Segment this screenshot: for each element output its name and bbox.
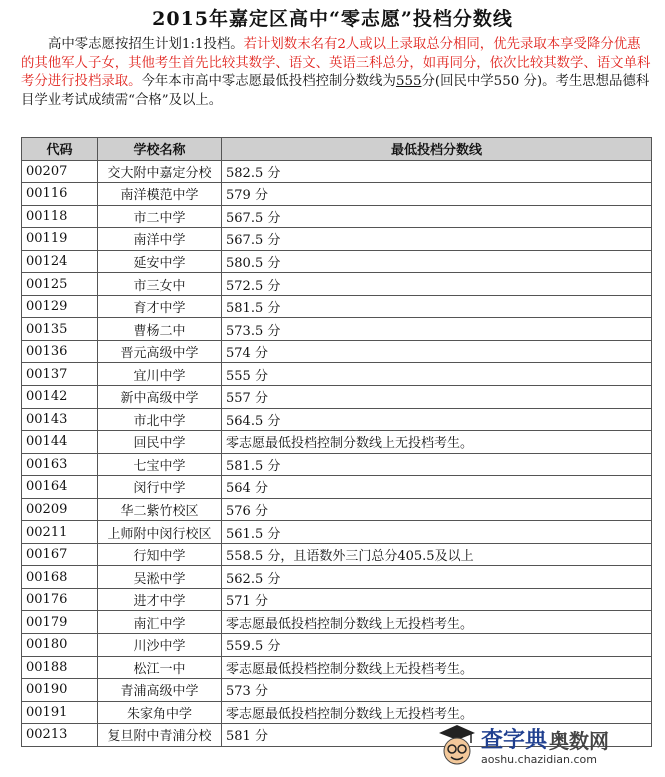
cell-code: 00163	[22, 453, 98, 476]
site-watermark	[437, 717, 657, 775]
cell-school: 川沙中学	[98, 634, 222, 657]
table-row	[22, 679, 652, 702]
table-row	[22, 431, 652, 454]
table-row	[22, 250, 652, 273]
table-row	[22, 566, 652, 589]
cell-code: 00179	[22, 611, 98, 634]
cell-school: 青浦高级中学	[98, 679, 222, 702]
table-row	[22, 521, 652, 544]
score-table	[21, 137, 652, 747]
cell-school: 市三女中	[98, 273, 222, 296]
cell-school: 进才中学	[98, 588, 222, 611]
table-row	[22, 183, 652, 206]
cell-school: 吴淞中学	[98, 566, 222, 589]
cell-score: 564 分	[222, 476, 652, 499]
table-row	[22, 205, 652, 228]
cell-score: 581 分	[222, 724, 652, 747]
cell-school: 行知中学	[98, 543, 222, 566]
cell-score: 555 分	[222, 363, 652, 386]
table-row	[22, 386, 652, 409]
control-score: 555	[395, 74, 422, 90]
table-row	[22, 408, 652, 431]
cell-code: 00124	[22, 250, 98, 273]
cell-school: 曹杨二中	[98, 318, 222, 341]
table-body	[22, 160, 652, 746]
table-row	[22, 543, 652, 566]
cell-score: 573 分	[222, 679, 652, 702]
cell-school: 市北中学	[98, 408, 222, 431]
intro-text-1: 高中零志愿按招生计划1:1投档。	[48, 37, 244, 52]
cell-school: 交大附中嘉定分校	[98, 160, 222, 183]
cell-score: 564.5 分	[222, 408, 652, 431]
table-row	[22, 634, 652, 657]
header-code: 代码	[22, 138, 98, 161]
header-school: 学校名称	[98, 138, 222, 161]
table-row	[22, 160, 652, 183]
cell-code: 00125	[22, 273, 98, 296]
cell-school: 南洋模范中学	[98, 183, 222, 206]
table-row	[22, 611, 652, 634]
cell-score: 582.5 分	[222, 160, 652, 183]
cell-score: 580.5 分	[222, 250, 652, 273]
cell-code: 00143	[22, 408, 98, 431]
cell-score: 零志愿最低投档控制分数线上无投档考生。	[222, 611, 652, 634]
cell-school: 育才中学	[98, 295, 222, 318]
cell-school: 晋元高级中学	[98, 340, 222, 363]
page-title: 2015年嘉定区高中“零志愿”投档分数线	[152, 8, 513, 30]
cell-code: 00176	[22, 588, 98, 611]
cell-score: 572.5 分	[222, 273, 652, 296]
cell-code: 00180	[22, 634, 98, 657]
cell-code: 00137	[22, 363, 98, 386]
watermark-brand: 查字典	[481, 728, 548, 753]
cell-code: 00207	[22, 160, 98, 183]
cell-score: 567.5 分	[222, 228, 652, 251]
cell-school: 上师附中闵行校区	[98, 521, 222, 544]
cell-code: 00190	[22, 679, 98, 702]
cell-code: 00209	[22, 498, 98, 521]
cell-code: 00136	[22, 340, 98, 363]
table-row	[22, 498, 652, 521]
cell-code: 00142	[22, 386, 98, 409]
cell-score: 558.5 分，且语数外三门总分405.5及以上	[222, 543, 652, 566]
cell-score: 561.5 分	[222, 521, 652, 544]
cell-score: 581.5 分	[222, 453, 652, 476]
table-row	[22, 476, 652, 499]
cell-code: 00167	[22, 543, 98, 566]
table-row	[22, 363, 652, 386]
cell-score: 零志愿最低投档控制分数线上无投档考生。	[222, 701, 652, 724]
cell-code: 00135	[22, 318, 98, 341]
cell-school: 华二紫竹校区	[98, 498, 222, 521]
table-row	[22, 588, 652, 611]
cell-score: 562.5 分	[222, 566, 652, 589]
cell-score: 576 分	[222, 498, 652, 521]
intro-paragraph	[21, 36, 651, 110]
cell-code: 00118	[22, 205, 98, 228]
cell-score: 零志愿最低投档控制分数线上无投档考生。	[222, 656, 652, 679]
cell-school: 七宝中学	[98, 453, 222, 476]
mascot-icon	[437, 723, 477, 767]
cell-code: 00191	[22, 701, 98, 724]
table-row	[22, 340, 652, 363]
table-row	[22, 273, 652, 296]
table-row	[22, 318, 652, 341]
cell-code: 00164	[22, 476, 98, 499]
cell-school: 宜川中学	[98, 363, 222, 386]
cell-score: 573.5 分	[222, 318, 652, 341]
cell-code: 00211	[22, 521, 98, 544]
cell-score: 571 分	[222, 588, 652, 611]
table-row	[22, 453, 652, 476]
table-row	[22, 295, 652, 318]
cell-school: 南汇中学	[98, 611, 222, 634]
watermark-url: aoshu.chazidian.com	[481, 753, 597, 766]
cell-score: 零志愿最低投档控制分数线上无投档考生。	[222, 431, 652, 454]
table-header-row	[22, 138, 652, 161]
cell-school: 复旦附中青浦分校	[98, 724, 222, 747]
cell-code: 00119	[22, 228, 98, 251]
cell-score: 567.5 分	[222, 205, 652, 228]
intro-red-rule: 若计划数末名有2人或以上录取总分相同，优先录取本享受降分优惠的其他军人子女，其他考生首先比较其数学、语文、英语三科总分，如再同分，依次比较其数学、语文单科考分进行投档录取。	[21, 37, 651, 90]
cell-code: 00116	[22, 183, 98, 206]
cell-score: 557 分	[222, 386, 652, 409]
cell-school: 朱家角中学	[98, 701, 222, 724]
cell-code: 00188	[22, 656, 98, 679]
cell-school: 南洋中学	[98, 228, 222, 251]
cell-school: 松江一中	[98, 656, 222, 679]
cell-school: 闵行中学	[98, 476, 222, 499]
intro-text-3: 分(回民中学550 分)。考生思想品德科目学业考试成绩需“合格”及以上。	[21, 74, 650, 108]
intro-text-2: 今年本市高中零志愿最低投档控制分数线为	[141, 74, 396, 90]
cell-school: 延安中学	[98, 250, 222, 273]
cell-score: 581.5 分	[222, 295, 652, 318]
cell-school: 回民中学	[98, 431, 222, 454]
cell-score: 559.5 分	[222, 634, 652, 657]
header-score: 最低投档分数线	[222, 138, 652, 161]
table-row	[22, 656, 652, 679]
cell-code: 00129	[22, 295, 98, 318]
cell-code: 00168	[22, 566, 98, 589]
watermark-site: 奥数网	[549, 729, 609, 753]
cell-score: 579 分	[222, 183, 652, 206]
table-row	[22, 228, 652, 251]
cell-school: 市二中学	[98, 205, 222, 228]
cell-code: 00144	[22, 431, 98, 454]
cell-score: 574 分	[222, 340, 652, 363]
cell-code: 00213	[22, 724, 98, 747]
cell-school: 新中高级中学	[98, 386, 222, 409]
